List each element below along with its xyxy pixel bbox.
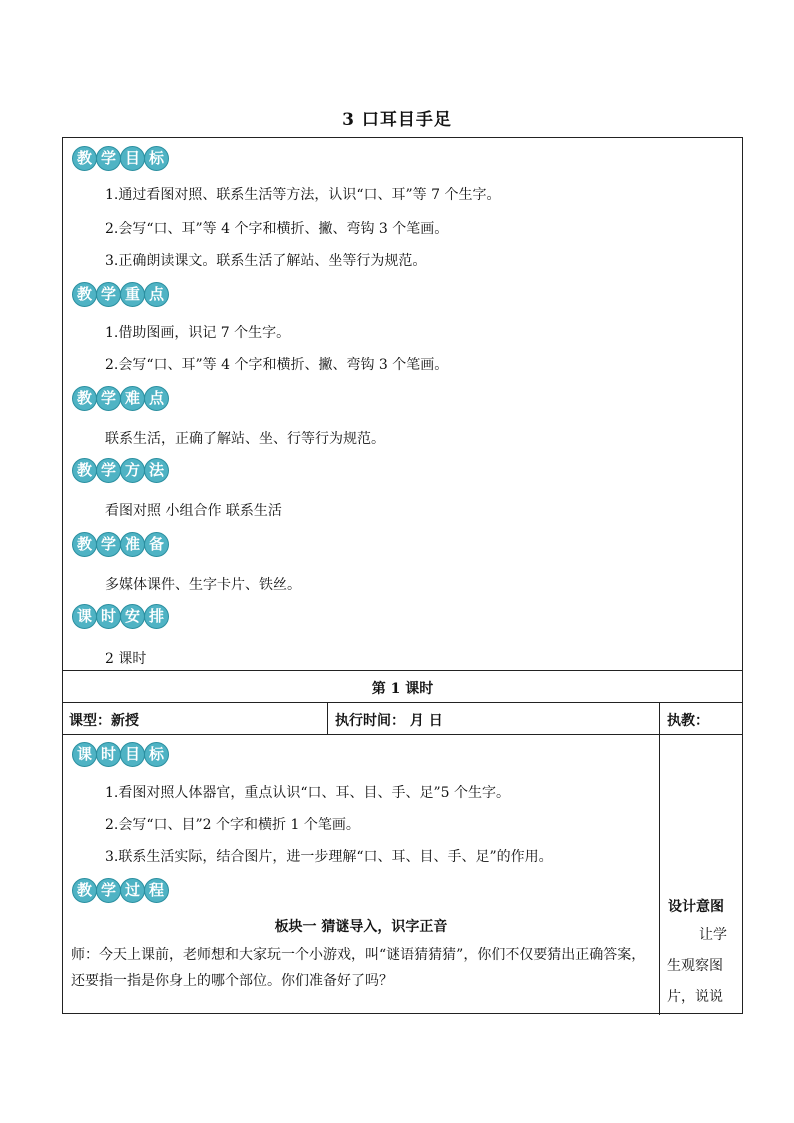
row-divider xyxy=(63,702,742,703)
design-intent-line-3: 片，说说 xyxy=(667,989,723,1005)
period-goal-line-1: 1.看图对照人体器官，重点认识“口、耳、目、手、足”5 个生字。 xyxy=(105,785,511,801)
key-point-line-2: 2.会写“口、耳”等 4 个字和横折、撇、弯钩 3 个笔画。 xyxy=(105,357,449,373)
preparation-line: 多媒体课件、生字卡片、铁丝。 xyxy=(105,577,301,593)
design-intent-line-2: 生观察图 xyxy=(667,958,723,974)
methods-line: 看图对照 小组合作 联系生活 xyxy=(105,503,282,519)
design-intent-line-1: 让学 xyxy=(699,927,727,943)
period-goal-line-3: 3.联系生活实际，结合图片，进一步理解“口、耳、目、手、足”的作用。 xyxy=(105,849,553,865)
goal-line-1: 1.通过看图对照、联系生活等方法，认识“口、耳”等 7 个生字。 xyxy=(105,187,501,203)
column-divider xyxy=(659,702,660,1015)
difficulty-line-1: 联系生活，正确了解站、坐、行等行为规范。 xyxy=(105,431,385,447)
badge-preparation: 教 学 准 备 xyxy=(72,532,168,557)
column-divider xyxy=(327,702,328,734)
badge-teaching-goals: 教 学 目 标 xyxy=(72,146,168,171)
key-point-line-1: 1.借助图画，识记 7 个生字。 xyxy=(105,325,291,341)
period-header: 第 1 课时 xyxy=(371,681,434,697)
badge-schedule: 课 时 安 排 xyxy=(72,604,168,629)
lesson-type: 课型：新授 xyxy=(69,713,139,729)
badge-teaching-process: 教 学 过 程 xyxy=(72,878,168,903)
badge-period-goals: 课 时 目 标 xyxy=(72,742,168,767)
row-divider xyxy=(63,734,742,735)
goal-line-2: 2.会写“口、耳”等 4 个字和横折、撇、弯钩 3 个笔画。 xyxy=(105,221,449,237)
execution-time: 执行时间： 月 日 xyxy=(335,713,443,729)
teacher-paragraph: 师：今天上课前，老师想和大家玩一个小游戏，叫“谜语猜猜猜”，你们不仅要猜出正确答案，还要指一指是你身上的哪个部位。你们准备好了吗？ xyxy=(71,947,646,989)
row-divider xyxy=(63,670,742,671)
badge-difficulties: 教 学 难 点 xyxy=(72,386,168,411)
design-intent-title: 设计意图 xyxy=(668,899,724,915)
goal-line-3: 3.正确朗读课文。联系生活了解站、坐等行为规范。 xyxy=(105,253,427,269)
period-goal-line-2: 2.会写“口、目”2 个字和横折 1 个笔画。 xyxy=(105,817,360,833)
block-title: 板块一 猜谜导入，识字正音 xyxy=(274,919,448,935)
badge-methods: 教 学 方 法 xyxy=(72,458,168,483)
schedule-line: 2 课时 xyxy=(105,651,147,667)
lesson-plan-table xyxy=(62,137,743,1014)
teacher: 执教： xyxy=(667,713,709,729)
page-title: 3 口耳目手足 xyxy=(342,110,452,130)
badge-key-points: 教 学 重 点 xyxy=(72,282,168,307)
